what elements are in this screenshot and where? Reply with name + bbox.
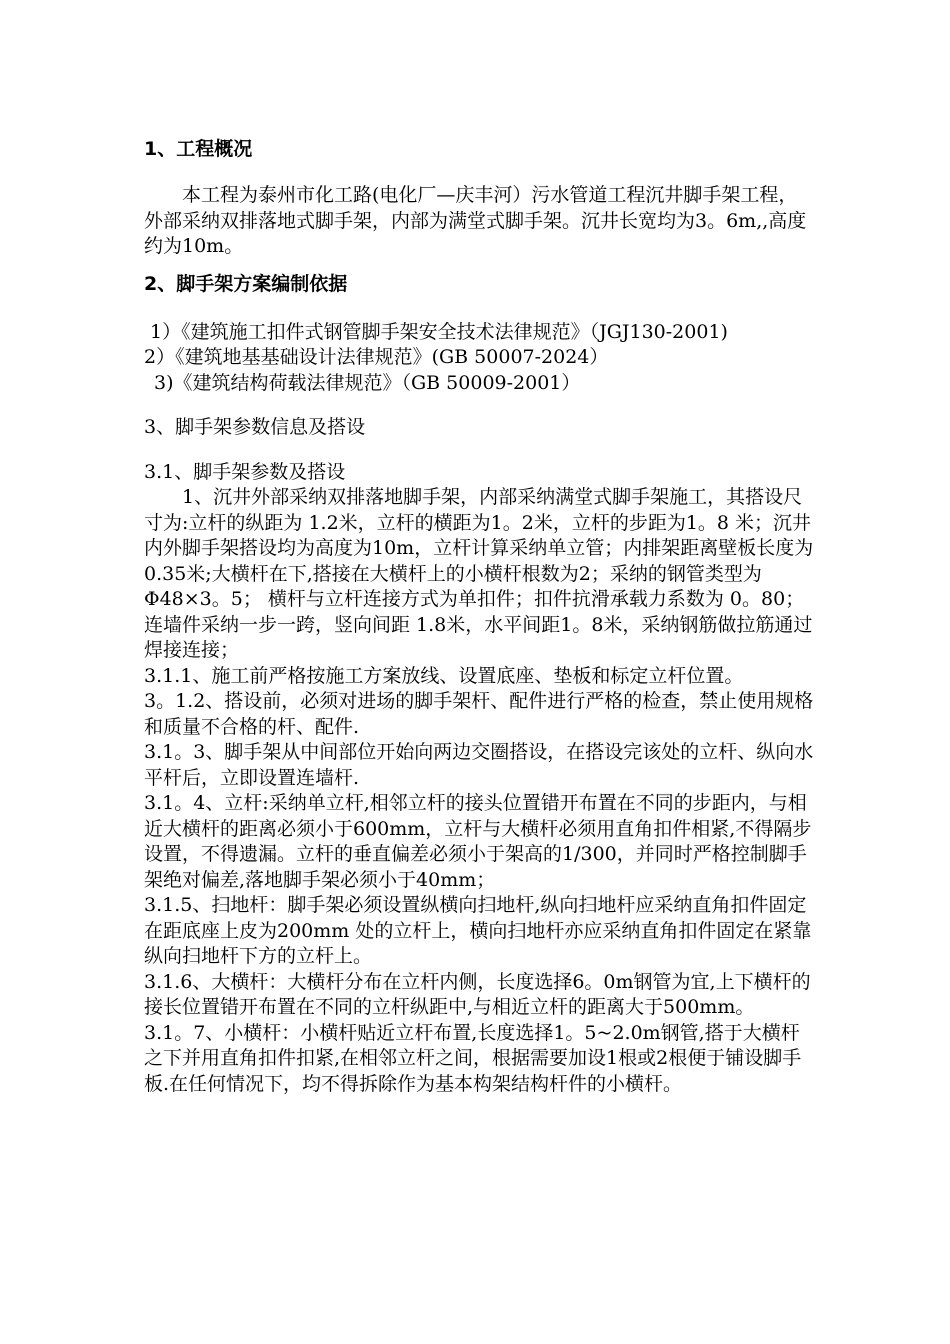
section-1-title: 1、工程概况 <box>144 138 253 160</box>
clause-3-1-5: 3.1.5、扫地杆：脚手架必须设置纵横向扫地杆,纵向扫地杆应采纳直角扣件固定在距底座上皮为200mm 处的立杆上，横向扫地杆亦应采纳直角扣件固定在紧靠纵向扫地杆下方的立杆上。 <box>144 894 812 967</box>
reference-item: 2）《建筑地基基础设计法律规范》(GB 50007-2024） <box>144 346 609 368</box>
reference-item: 3)《建筑结构荷载法律规范》（GB 50009-2001） <box>154 371 581 394</box>
section-2-title: 2、脚手架方案编制依据 <box>144 272 348 295</box>
document-page <box>144 128 814 1097</box>
reference-list <box>144 320 814 397</box>
reference-item: 1）《建筑施工扣件式钢管脚手架安全技术法律规范》（JGJ130-2001) <box>150 320 728 343</box>
section-3-title: 3、脚手架参数信息及搭设 <box>144 416 366 438</box>
clause-3-1-3: 3.1。3、脚手架从中间部位开始向两边交圈搭设，在搭设完该处的立杆、纵向水平杆后，立即设置连墙杆. <box>144 741 814 789</box>
clause-3-1-6: 3.1.6、大横杆：大横杆分布在立杆内侧，长度选择6。0m钢管为宜,上下横杆的接长位置错开布置在不同的立杆纵距中,与相近立杆的距离大于500mm。 <box>144 970 811 1018</box>
clause-3-1-1: 3.1.1、施工前严格按施工方案放线、设置底座、垫板和标定立杆位置。 <box>144 664 744 687</box>
clause-3-1-2: 3。1.2、搭设前，必须对进场的脚手架杆、配件进行严格的检查，禁止使用规格和质量不合格的杆、配件. <box>144 690 814 738</box>
section-3-1-paragraph: 1、沉井外部采纳双排落地脚手架，内部采纳满堂式脚手架施工，其搭设尺寸为:立杆的纵距为 1.2米，立杆的横距为1。2米，立杆的步距为1。8 米；沉井内外脚手架搭设均为高度为10m，立杆计算采纳单立管；内排架距离壁板长度为0.35米;大横杆在下,搭接在大横杆上的小横杆根数为2；采纳的钢管类型为 Φ48×3。5； 横杆与立杆连接方式为单扣件；扣件抗滑承载力系数为 0。80；连墙件采纳一步一跨，竖向间距 1.8米，水平间距1。8米，采纳钢筋做拉筋通过焊接连接； <box>144 486 814 661</box>
section-3-1-title: 3.1、脚手架参数及搭设 <box>144 460 346 483</box>
section-1-paragraph: 本工程为泰州市化工路(电化厂—庆丰河）污水管道工程沉井脚手架工程，外部采纳双排落地式脚手架，内部为满堂式脚手架。沉井长宽均为3。6m,,高度约为10m。 <box>144 184 807 257</box>
clause-3-1-7: 3.1。7、小横杆：小横杆贴近立杆布置,长度选择1。5~2.0m钢管,搭于大横杆之下并用直角扣件扣紧,在相邻立杆之间，根据需要加设1根或2根便于铺设脚手板.在任何情况下，均不得拆除作为基本构架结构杆件的小横杆。 <box>144 1021 802 1095</box>
clause-3-1-4: 3.1。4、立杆:采纳单立杆,相邻立杆的接头位置错开布置在不同的步距内，与相近大横杆的距离必须小于600mm，立杆与大横杆必须用直角扣件相紧,不得隔步设置，不得遗漏。立杆的垂直偏差必须小于架高的1/300，并同时严格控制脚手架绝对偏差,落地脚手架必须小于40mm； <box>144 792 812 891</box>
